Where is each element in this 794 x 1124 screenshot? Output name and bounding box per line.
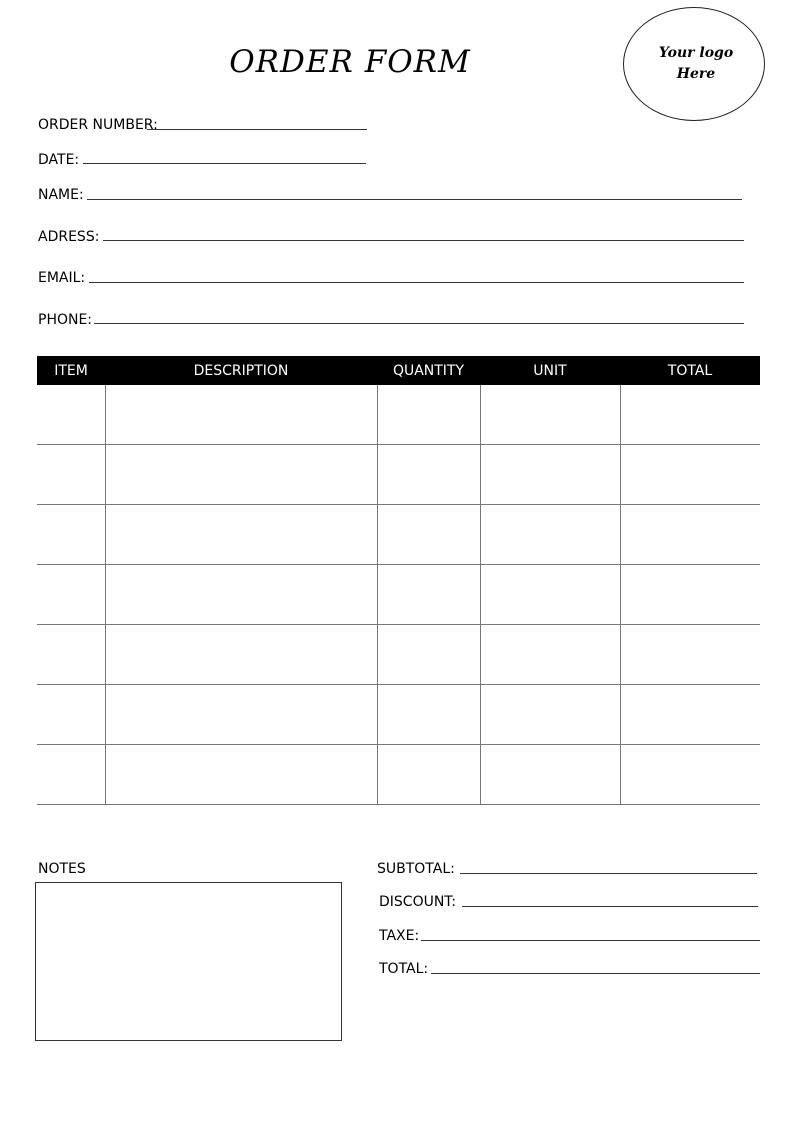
description-cell[interactable] [105,445,377,505]
unit-cell[interactable] [480,505,620,565]
table-row [37,745,760,805]
subtotal-line[interactable] [460,873,757,874]
item-cell[interactable] [37,505,105,565]
total-cell[interactable] [620,685,760,745]
unit-cell[interactable] [480,685,620,745]
unit-cell[interactable] [480,745,620,805]
quantity-cell[interactable] [377,505,480,565]
date-label: DATE: [38,152,80,168]
address-label: ADRESS: [38,229,100,245]
total-line[interactable] [431,973,760,974]
total-cell[interactable] [620,745,760,805]
description-cell[interactable] [105,685,377,745]
table-row [37,445,760,505]
email-label: EMAIL: [38,270,86,286]
logo-text-line1: Your logo [658,45,734,61]
description-cell[interactable] [105,745,377,805]
notes-box[interactable] [35,882,342,1041]
discount-label: DISCOUNT: [379,894,457,910]
unit-cell[interactable] [480,565,620,625]
name-label: NAME: [38,187,84,203]
table-row [37,685,760,745]
logo-text-line2: Here [676,66,716,82]
table-row [37,505,760,565]
phone-label: PHONE: [38,312,93,328]
description-cell[interactable] [105,565,377,625]
items-table [37,356,760,805]
item-cell[interactable] [37,625,105,685]
item-cell[interactable] [37,445,105,505]
phone-line[interactable] [94,323,744,324]
discount-line[interactable] [462,906,758,907]
description-cell[interactable] [105,505,377,565]
description-cell[interactable] [105,625,377,685]
total-cell[interactable] [620,625,760,685]
page-title: ORDER FORM [229,44,471,80]
column-header-quantity: QUANTITY [377,356,480,385]
total-cell[interactable] [620,445,760,505]
total-cell[interactable] [620,385,760,445]
quantity-cell[interactable] [377,625,480,685]
quantity-cell[interactable] [377,685,480,745]
column-header-total: TOTAL [620,356,760,385]
item-cell[interactable] [37,565,105,625]
item-cell[interactable] [37,685,105,745]
order-number-label: ORDER NUMBER: [38,117,158,133]
total-cell[interactable] [620,565,760,625]
description-cell[interactable] [105,385,377,445]
item-cell[interactable] [37,385,105,445]
name-line[interactable] [87,199,742,200]
table-row [37,625,760,685]
unit-cell[interactable] [480,625,620,685]
total-cell[interactable] [620,505,760,565]
column-header-item: ITEM [37,356,105,385]
column-header-description: DESCRIPTION [105,356,377,385]
quantity-cell[interactable] [377,565,480,625]
table-row [37,385,760,445]
notes-label: NOTES [38,861,86,877]
email-line[interactable] [89,282,744,283]
address-line[interactable] [103,240,744,241]
column-header-unit: UNIT [480,356,620,385]
subtotal-label: SUBTOTAL: [377,861,455,877]
table-row [37,565,760,625]
quantity-cell[interactable] [377,445,480,505]
unit-cell[interactable] [480,385,620,445]
logo-placeholder [623,7,765,121]
unit-cell[interactable] [480,445,620,505]
order-number-line[interactable] [147,129,367,130]
tax-label: TAXE: [379,928,420,944]
table-body [37,385,760,805]
tax-line[interactable] [421,940,760,941]
quantity-cell[interactable] [377,385,480,445]
quantity-cell[interactable] [377,745,480,805]
item-cell[interactable] [37,745,105,805]
total-label: TOTAL: [379,961,429,977]
date-line[interactable] [83,163,366,164]
table-header-row [37,356,760,385]
